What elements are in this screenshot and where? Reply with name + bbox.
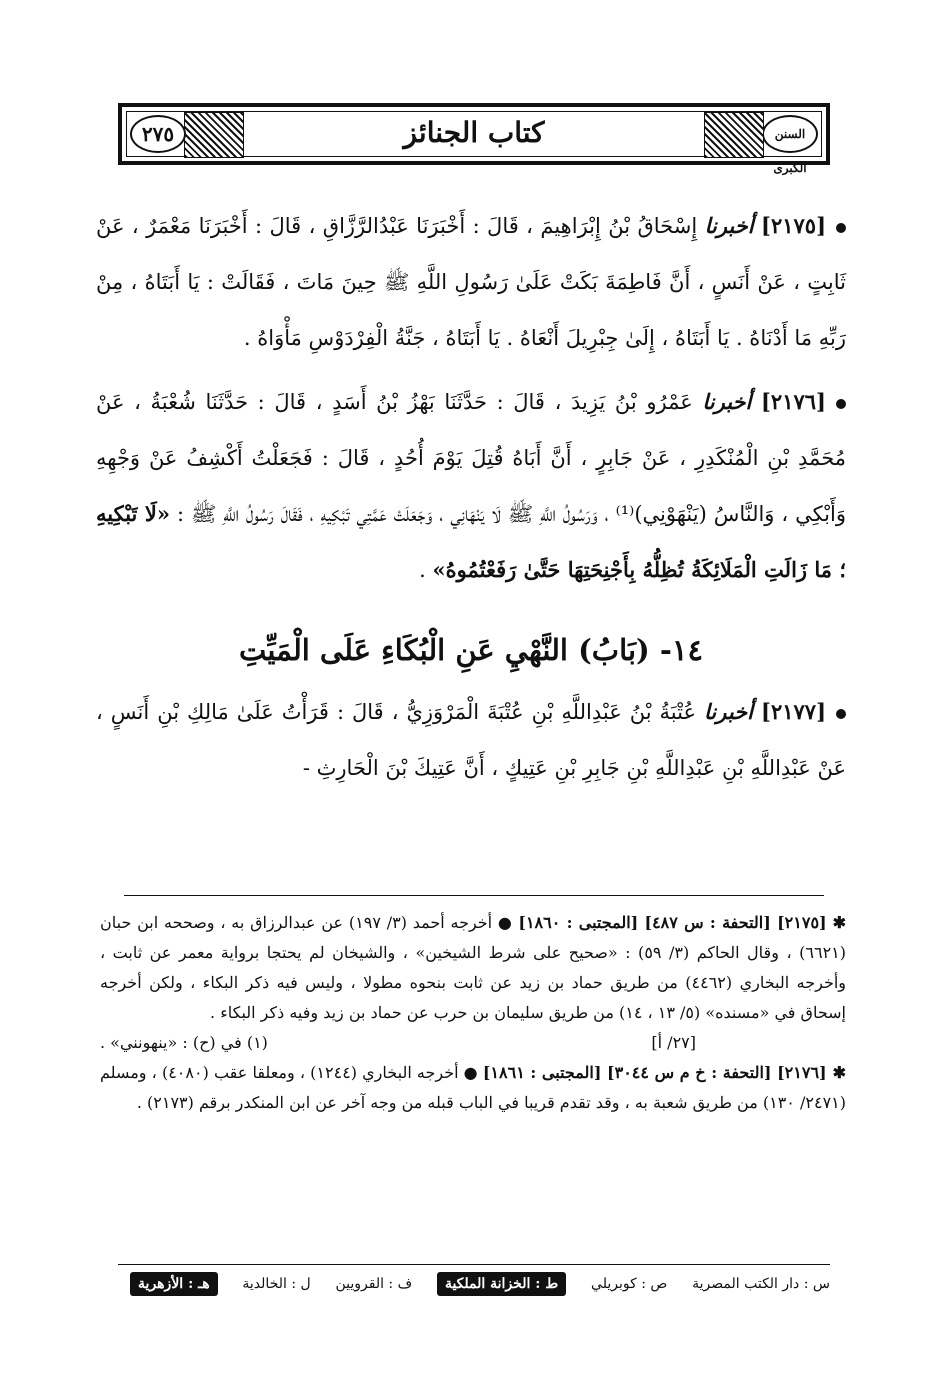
bullet-icon [836,399,846,409]
legend-item: ط : الخزانة الملكية [437,1272,566,1296]
footnote-head: [٢١٧٦] [التحفة : خ م س ٣٠٤٤] [المجتبى : ١٨٦١] [482,1063,827,1082]
legend-divider [118,1264,830,1265]
book-title: كتاب الجنائز [403,116,545,149]
hadith-2175 [96,198,846,366]
chapter-title: ١٤- (بَابُ) النَّهْيِ عَنِ الْبُكَاءِ عَلَى الْمَيِّتِ [238,633,704,667]
asterisk-icon: ✱ [832,913,847,932]
ornament-left [184,112,244,158]
ornament-right [704,112,764,158]
hadith-end: . [419,558,433,582]
hadith-number: [٢١٧٧] [761,699,826,724]
book-logo: السنن الكبرى [762,115,818,153]
akhbarana-label: أخبرنا [704,213,754,238]
akhbarana-label: أخبرنا [704,699,753,724]
hadith-text: عُتْبَةُ بْنُ عَبْدِاللَّهِ بْنِ عُتْبَةَ الْمَرْوَزِيُّ ، قَالَ : قَرَأْتُ عَلَىٰ مَالِكِ بْنِ أَنَسٍ ، عَنْ عَبْدِاللَّهِ بْنِ عَبْدِاللَّهِ بْنِ جَابِرِ بْنِ عَتِيكٍ ، أَنَّ عَتِيكَ بْنَ الْحَارِثِ - [96,700,846,780]
variant-note: (١) في (ح) : «ينهونني» . [100,1033,268,1052]
footnote-variant-row [100,1028,846,1058]
legend-item: ف : القرويين [335,1276,413,1292]
page-header [118,103,830,175]
footnote-body: ● أخرجه البخاري (١٢٤٤) ، ومعلقا عقب (٤٠٨٠) ، ومسلم (٢٤٧١/ ١٣٠) من طريق شعبة به ، وقد تقدم قريبا في الباب قبله من وجه آخر عن ابن المنكدر برقم (٢١٧٣) . [100,1063,846,1112]
footnote-divider [124,895,824,896]
page-number: ٢٧٥ [130,115,186,153]
legend-item: ص : كوبريلي [591,1276,668,1292]
bullet-icon [836,709,846,719]
hadith-number: [٢١٧٥] [761,213,826,238]
akhbarana-label: أخبرنا [702,389,752,414]
hadith-text: عَمْرُو بْنُ يَزِيدَ ، قَالَ : حَدَّثَنَا بَهْزُ بْنُ أَسَدٍ ، قَالَ : حَدَّثَنَا شُعْبَةُ ، عَنْ مُحَمَّدِ بْنِ الْمُنْكَدِرِ ، عَنْ جَابِرٍ ، أَنَّ أَبَاهُ قُتِلَ يَوْمَ أُحُدٍ ، قَالَ : فَجَعَلْتُ أَكْشِفُ عَنْ وَجْهِهِ وَأَبْكِي ، وَالنَّاسُ (يَنْهَوْنِي)⁽¹⁾ ، وَرَسُولُ اللَّهِ ﷺ لَا يَنْهَانِي ، وَجَعَلَتْ عَمَّتِي تَبْكِيهِ ، فَقَالَ رَسُولُ اللَّهِ ﷺ : [96,390,846,526]
manuscript-ref: [٢٧/ أ] [651,1033,696,1052]
footnotes [100,908,846,1118]
footnote-2175 [100,908,846,1028]
manuscript-legend [130,1272,830,1296]
bullet-icon [836,223,846,233]
hadith-quote: «لَا تَبْكِيهِ ؛ مَا زَالَتِ الْمَلَائِكَةُ تُظِلُّهُ بِأَجْنِحَتِهَا حَتَّىٰ رَفَعْتُمُوهُ» [96,501,846,582]
hadith-2176 [96,374,846,598]
footnote-body: ● أخرجه أحمد (٣/ ١٩٧) عن عبدالرزاق به ، وصححه ابن حبان (٦٦٢١) ، وقال الحاكم (٣/ ٥٩) : «صحيح على شرط الشيخين» ، والشيخان لم يحتجا برواية معمر عن ثابت ، وأخرجه البخاري (٤٤٦٢) من طريق حماد بن زيد عن ثابت بنحوه مطولا ، وليس فيه ذكر البكاء ، ولكن أخرجه إسحاق في «مسنده» (٥/ ١٣ ، ١٤) من طريق سليمان بن حرب عن حماد بن زيد وفيه ذكر البكاء . [100,913,847,1022]
hadith-2177 [96,684,846,796]
main-text [96,198,846,796]
hadith-text: إِسْحَاقُ بْنُ إِبْرَاهِيمَ ، قَالَ : أَخْبَرَنَا عَبْدُالرَّزَّاقِ ، قَالَ : أَخْبَرَنَا مَعْمَرٌ ، عَنْ ثَابِتٍ ، عَنْ أَنَسٍ ، أَنَّ فَاطِمَةَ بَكَتْ عَلَىٰ رَسُولِ اللَّهِ ﷺ حِينَ مَاتَ ، فَقَالَتْ : يَا أَبَتَاهُ ، مِنْ رَبِّهِ مَا أَدْنَاهُ . يَا أَبَتَاهُ ، إِلَىٰ جِبْرِيلَ أَنْعَاهُ . يَا أَبَتَاهُ ، جَنَّةُ الْفِرْدَوْسِ مَأْوَاهُ . [96,214,846,350]
legend-item: هـ : الأزهرية [130,1272,218,1296]
asterisk-icon: ✱ [832,1063,847,1082]
legend-item: س : دار الكتب المصرية [692,1276,830,1292]
hadith-number: [٢١٧٦] [760,389,826,414]
legend-item: ل : الخالدية [242,1276,311,1292]
footnote-2176 [100,1058,846,1118]
footnote-head: [٢١٧٥] [التحفة : س ٤٨٧] [المجتبى : ١٨٦٠] [518,913,827,932]
